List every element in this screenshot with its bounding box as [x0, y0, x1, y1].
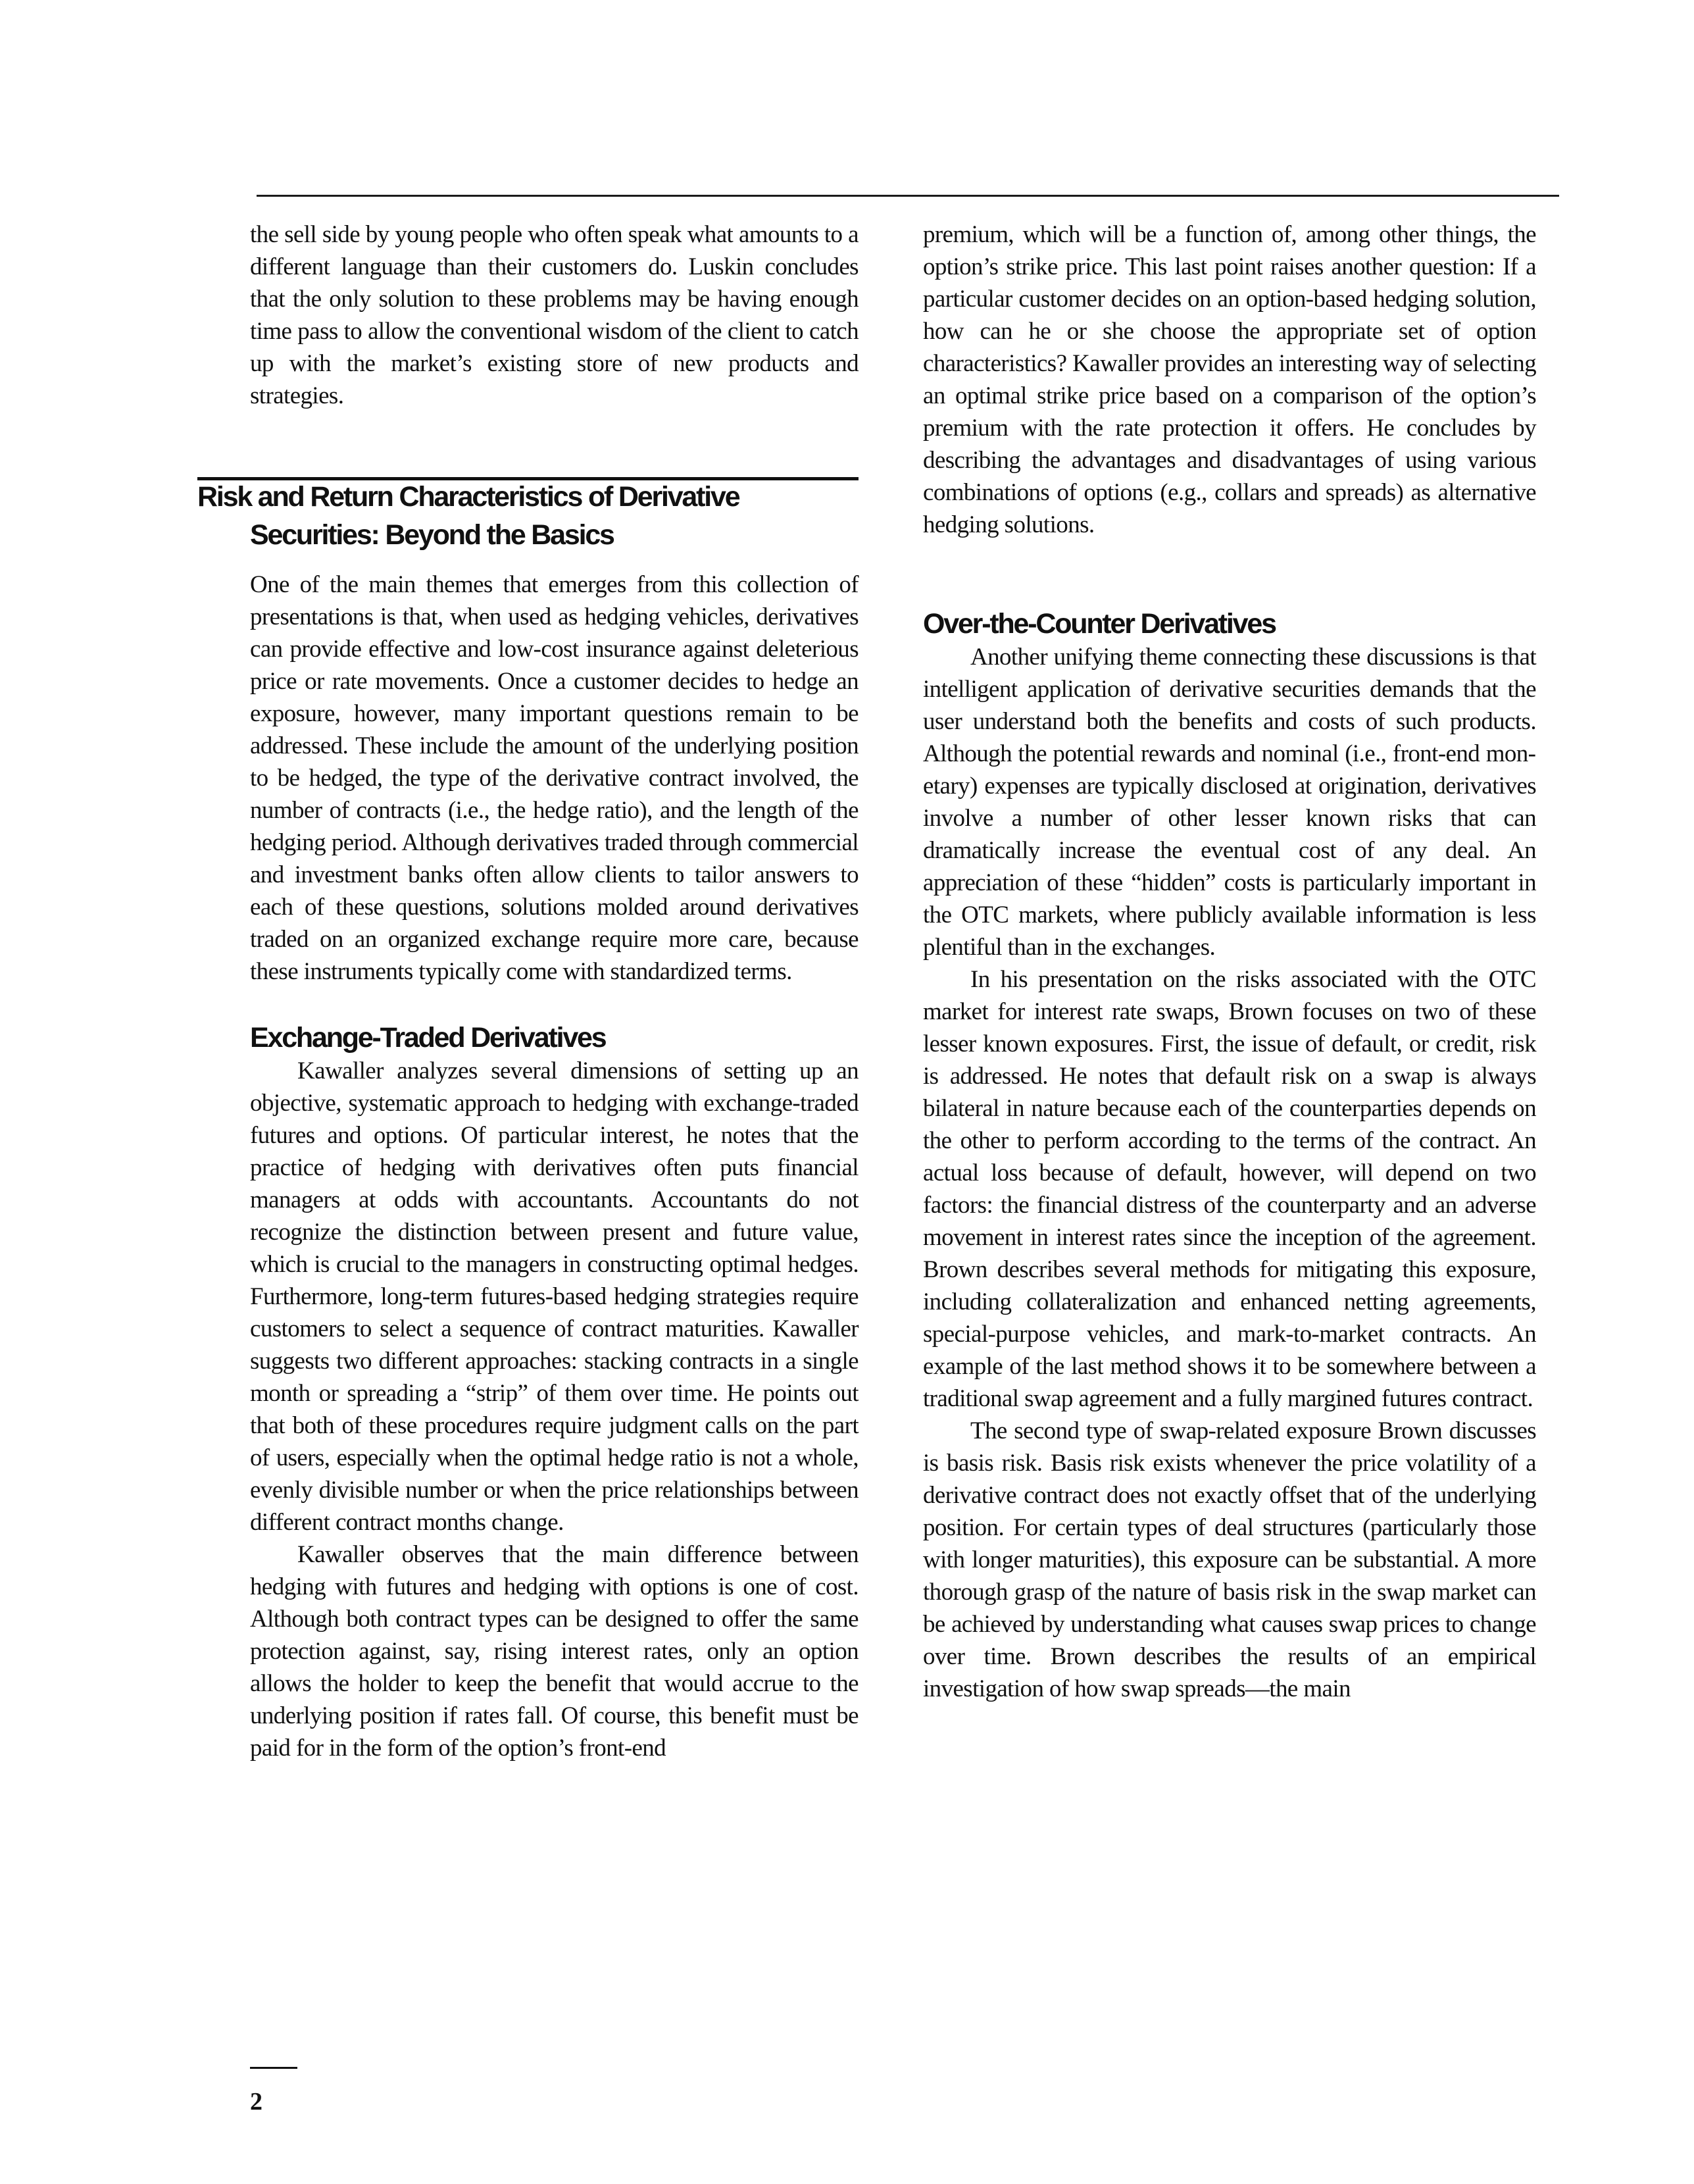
footer-rule: [250, 2067, 297, 2069]
section-heading-rule: [197, 477, 859, 480]
subheading-over-the-counter: Over-the-Counter Derivatives: [923, 608, 1276, 640]
continued-paragraph: the sell side by young people who often speak what amounts to a different language than their customers do. Luskin concludes that the only solution to these problems may be having enough time pass to allow the conventional wisdom of the client to catch up with the market’s existing store of new products and strategies.: [250, 221, 859, 409]
exchange-paragraph-2: Kawaller observes that the main difference between hedging with futures and hedging with options is one of cost. Although both contract types can be designed to offer the same protection against, say, rising interest rates, only an option allows the holder to keep the benefit that would accrue to the underlying position if rates fall. Of course, this benefit must be paid for in the form of the option’s front-end: [250, 1541, 859, 1762]
right-column: [923, 218, 1536, 1705]
page-number: 2: [250, 2088, 262, 2116]
spacer: [250, 463, 859, 478]
spacer: [923, 592, 1536, 607]
continued-paragraph: premium, which will be a function of, among other things, the option’s strike price. This last point raises another question: If a particular customer decides on an option-based hedging solution, how can he or she choose the appropriate set of option characteristics? Kawaller provides an interesting way of selecting an optimal strike price based on a comparison of the option’s premium with the rate protection it offers. He concludes by describing the advantages and disadvantages of using various combinations of options (e.g., collars and spreads) as alternative hedging solutions.: [923, 221, 1536, 538]
section-heading: Risk and Return Characteristics of Derivative Securities: Beyond the Basics: [197, 481, 739, 551]
section-intro-paragraph: One of the main themes that emerges from this collection of presentations is that, when used as hedging vehicles, derivatives can provide effective and low-cost insurance against deleterious price or rate movements. Once a customer decides to hedge an exposure, however, many important questions remain to be addressed. These include the amount of the underlying position to be hedged, the type of the derivative contract involved, the number of contracts (i.e., the hedge ratio), and the length of the hedging period. Although derivatives traded through commercial and investment banks often allow clients to tailor answers to each of these questions, solutions molded around derivatives traded on an organized exchange require more care, because these instruments typically come with standardized terms.: [250, 571, 859, 985]
spacer: [923, 541, 1536, 592]
left-column: [197, 218, 859, 1764]
spacer: [250, 988, 859, 1021]
otc-paragraph-3: The second type of swap-related exposure Brown discusses is basis risk. Basis risk exists whenever the price volatility of a derivative contract does not exactly offset that of the underlying position. For certain types of deal structures (particularly those with longer maturities), this exposure can be substantial. A more thorough grasp of the nature of basis risk in the swap market can be achieved by understanding what causes swap prices to change over time. Brown describes the results of an empirical investigation of how swap spreads—the main: [923, 1417, 1536, 1702]
subheading-exchange-traded: Exchange-Traded Derivatives: [250, 1022, 606, 1054]
spacer: [250, 412, 859, 463]
spacer: [250, 554, 859, 569]
header-rule: [257, 195, 1559, 197]
otc-paragraph-1: Another unifying theme connecting these discussions is that intelligent application of derivative securities demands that the user understand both the benefits and costs of such products. Although the potential rewards and nominal (i.e., front-end monetary) expenses are typically disclosed at origination, derivatives involve a number of other lesser known risks that can dramatically increase the eventual cost of any deal. An appreciation of these “hidden” costs is particularly important in the OTC markets, where publicly available information is less plentiful than in the exchanges.: [923, 644, 1536, 961]
exchange-paragraph-1: Kawaller analyzes several dimensions of setting up an objective, systematic approach to hedging with exchange-traded futures and options. Of particular interest, he notes that the practice of hedging with derivatives often puts financial managers at odds with accountants. Accountants do not recognize the distinction between present and future value, which is crucial to the managers in constructing optimal hedges. Furthermore, long-term futures-based hedging strategies require customers to select a sequence of contract maturities. Kawaller suggests two different approaches: stacking contracts in a single month or spreading a “strip” of them over time. He points out that both of these procedures require judgment calls on the part of users, especially when the optimal hedge ratio is not a whole, evenly divisible number or when the price relationships between different contract months change.: [250, 1057, 859, 1536]
otc-paragraph-2: In his presentation on the risks associated with the OTC market for interest rate swaps, Brown focuses on two of these lesser known exposures. First, the issue of default, or credit, risk is addressed. He notes that default risk on a swap is always bilateral in nature because each of the counterparties depends on the other to perform according to the terms of the contract. An actual loss because of default, however, will depend on two factors: the financial distress of the counterparty and an adverse movement in interest rates since the inception of the agreement. Brown describes several methods for mitigating this exposure, including collateralization and enhanced netting agreements, special-purpose vehicles, and mark-to-market contracts. An example of the last method shows it to be somewhere between a traditional swap agreement and a fully margined futures contract.: [923, 966, 1536, 1412]
